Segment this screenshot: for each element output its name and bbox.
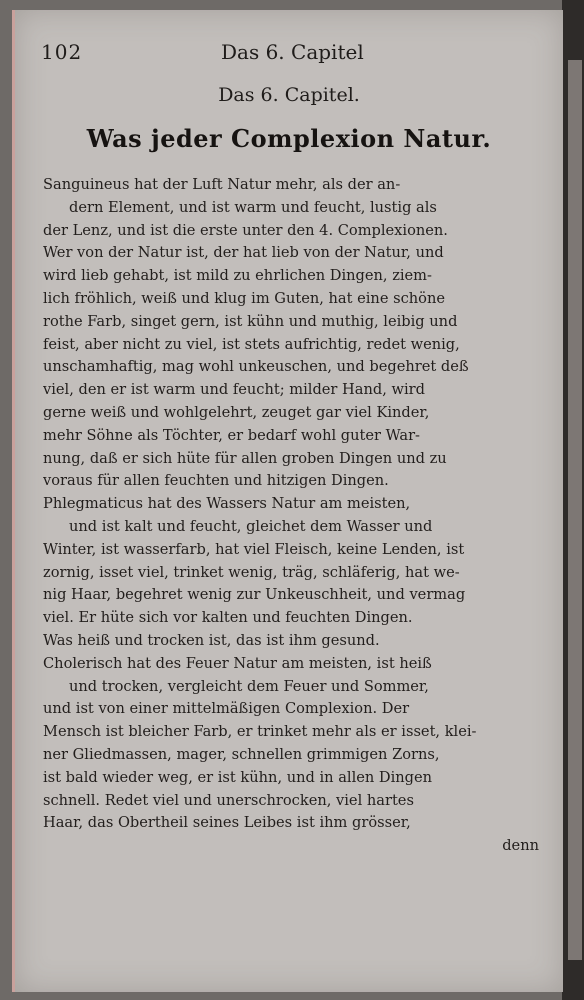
running-head-title: Das 6. Capitel — [221, 40, 364, 64]
text-line: zornig, isset viel, trinket wenig, träg, schläferig, hat we- — [43, 563, 460, 581]
section-heading: Was jeder Complexion Natur. — [86, 124, 492, 153]
text-line: Was heiß und trocken ist, das ist ihm gesund. — [43, 631, 380, 649]
text-line: der Lenz, und ist die erste unter den 4. Complexionen. — [43, 221, 448, 239]
catchword: denn — [502, 837, 539, 855]
text-line: Wer von der Natur ist, der hat lieb von der Natur, und — [43, 244, 444, 262]
text-line: und ist kalt und feucht, gleichet dem Wasser und — [69, 517, 433, 535]
text-line: Phlegmaticus hat des Wassers Natur am meisten, — [43, 495, 411, 513]
text-line: Haar, das Obertheil seines Leibes ist ihm grösser, — [43, 814, 411, 832]
text-line: und trocken, vergleicht dem Feuer und Sommer, — [69, 677, 429, 695]
text-line: und ist von einer mittelmäßigen Complexion. Der — [43, 700, 410, 718]
text-line: Mensch ist bleicher Farb, er trinket mehr als er isset, klei- — [43, 723, 477, 741]
chapter-title: Das 6. Capitel. — [218, 84, 360, 106]
text-line: voraus für allen feuchten und hitzigen Dingen. — [43, 472, 389, 490]
text-line: mehr Söhne als Töchter, er bedarf wohl guter War- — [43, 426, 420, 444]
text-line: Winter, ist wasserfarb, hat viel Fleisch, keine Lenden, ist — [43, 540, 465, 558]
text-line: nung, daß er sich hüte für allen groben Dingen und zu — [43, 449, 447, 467]
paragraph-sanguineus — [43, 174, 555, 493]
text-line: schnell. Redet viel und unerschrocken, viel hartes — [43, 791, 414, 809]
body-text — [43, 174, 555, 858]
text-line: Sanguineus hat der Luft Natur mehr, als der an- — [43, 176, 401, 193]
running-head — [41, 38, 543, 68]
text-line: ist bald wieder weg, er ist kühn, und in allen Dingen — [43, 768, 433, 786]
text-line: wird lieb gehabt, ist mild zu ehrlichen Dingen, ziem- — [43, 267, 432, 285]
book-page — [12, 10, 563, 992]
paragraph-cholerisch — [43, 653, 555, 835]
text-line: feist, aber nicht zu viel, ist stets aufrichtig, redet wenig, — [43, 335, 460, 353]
text-line: rothe Farb, singet gern, ist kühn und muthig, leibig und — [43, 312, 458, 330]
text-line: Cholerisch hat des Feuer Natur am meisten, ist heiß — [43, 654, 432, 672]
text-line: viel, den er ist warm und feucht; milder Hand, wird — [43, 381, 425, 399]
text-line: lich fröhlich, weiß und klug im Guten, hat eine schöne — [43, 289, 445, 307]
text-line: dern Element, und ist warm und feucht, lustig als — [69, 198, 437, 216]
paragraph-phlegmaticus — [43, 493, 555, 653]
adjacent-page-strip — [568, 60, 582, 960]
text-line: ner Gliedmassen, mager, schnellen grimmigen Zorns, — [43, 745, 440, 763]
page-number: 102 — [41, 40, 83, 64]
text-line: nig Haar, begehret wenig zur Unkeuschheit, und vermag — [43, 586, 466, 604]
text-line: viel. Er hüte sich vor kalten und feuchten Dingen. — [43, 609, 413, 627]
text-line: gerne weiß und wohlgelehrt, zeuget gar viel Kinder, — [43, 403, 430, 421]
text-line: unschamhaftig, mag wohl unkeuschen, und begehret deß — [43, 358, 469, 376]
